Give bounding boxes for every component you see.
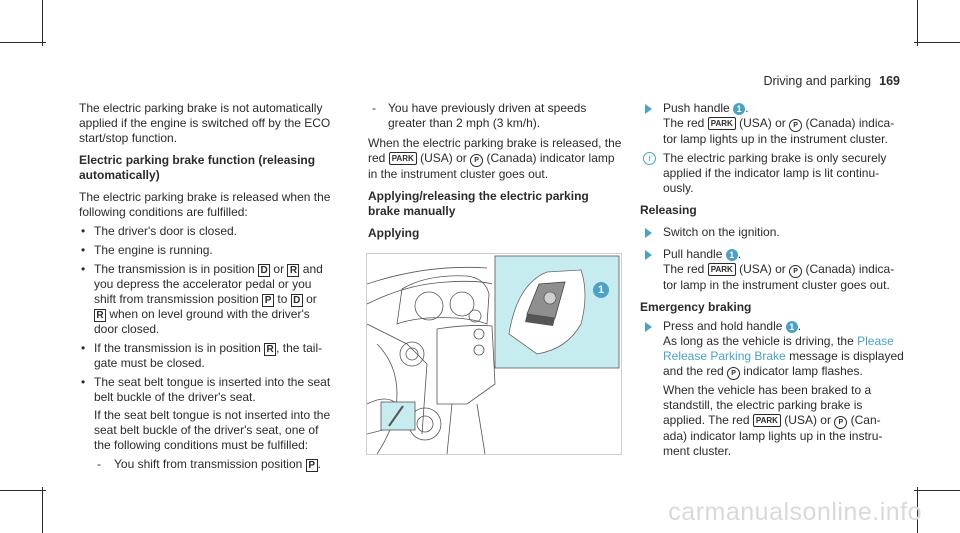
- intro-line: applied if the engine is switched off by the ECO: [79, 116, 331, 130]
- please-release-link[interactable]: Please: [857, 334, 894, 348]
- crop-mark: [917, 0, 918, 46]
- intro-line: start/stop function.: [79, 131, 178, 145]
- section-heading: brake manually: [368, 204, 456, 218]
- info-icon: i: [643, 152, 656, 165]
- subheading: Emergency braking: [640, 300, 752, 314]
- park-symbol-icon: PARK: [708, 117, 736, 130]
- list-item: • If the transmission is in position R , the tail- gate must be closed.: [81, 341, 323, 370]
- dashboard-drawing: [367, 254, 621, 454]
- parking-brake-icon: P: [789, 119, 802, 132]
- crop-mark: [0, 490, 46, 491]
- body-line: in the instrument cluster goes out.: [368, 167, 549, 181]
- gear-d-icon: D: [258, 264, 270, 277]
- subheading: Releasing: [640, 203, 697, 217]
- step-arrow-icon: [645, 250, 652, 260]
- body-line: red PARK (USA) or P (Canada) indicator lamp: [368, 151, 615, 165]
- section-heading: automatically): [79, 168, 160, 182]
- dash-item: - You shift from transmission position P .: [97, 457, 321, 471]
- parking-brake-icon: P: [727, 367, 740, 380]
- list-item: • The transmission is in position D or R and you depress the accelerator pedal or you shift from transmission position P to D or R when on level ground with the driver's door closed.: [81, 262, 323, 336]
- column-3: [640, 101, 910, 459]
- callout-1-badge: 1: [786, 321, 798, 333]
- parking-brake-icon: P: [834, 416, 847, 429]
- step-arrow-icon: [645, 228, 652, 238]
- intro-line: The electric parking brake is not automatically: [79, 101, 323, 115]
- column-2: [368, 101, 628, 241]
- list-item: • The driver's door is closed.: [81, 224, 238, 238]
- lead-line: The electric parking brake is released when the: [79, 190, 331, 204]
- dash-item: - You have previously driven at speeds greater than 2 mph (3 km/h).: [372, 101, 587, 130]
- step-arrow-icon: [645, 104, 652, 114]
- list-item-continuation: If the seat belt tongue is not inserted into the seat belt buckle of the driver's seat, one of the following conditions must be fulfilled:: [94, 408, 331, 452]
- callout-1-badge: 1: [726, 249, 738, 261]
- section-title: Driving and parking: [763, 74, 872, 88]
- release-parking-brake-link[interactable]: Release Parking Brake: [663, 349, 786, 363]
- page-number: 169: [879, 74, 900, 88]
- callout-1-badge: 1: [593, 282, 609, 298]
- subheading: Applying: [368, 226, 420, 240]
- column-1: [79, 101, 354, 472]
- gear-r-icon: R: [264, 343, 276, 356]
- list-item: • The seat belt tongue is inserted into the seat belt buckle of the driver's seat.: [81, 375, 331, 404]
- step-item: Press and hold handle 1 . As long as the vehicle is driving, the Please Release Parking Brake message is displayed and the red P indicator lamp flashes. When the vehicle has been braked to a standstill, the electric parking brake is applied. The red PARK (USA) or P (Can- ada) indicator lamp lights up in the instru- ment cluster.: [640, 319, 910, 459]
- park-symbol-icon: PARK: [753, 414, 781, 427]
- step-item: Pull handle 1 . The red PARK (USA) or P (Canada) indica- tor lamp in the instrument cluster goes out.: [640, 247, 910, 293]
- step-item: Switch on the ignition.: [640, 225, 910, 240]
- page-header: [763, 74, 900, 88]
- crop-mark: [0, 42, 46, 43]
- list-item: • The engine is running.: [81, 243, 213, 257]
- gear-r-icon: R: [94, 309, 106, 322]
- info-note: i The electric parking brake is only securely applied if the indicator lamp is lit continu- ously.: [640, 151, 910, 196]
- step-arrow-icon: [645, 322, 652, 332]
- park-symbol-icon: PARK: [389, 152, 417, 165]
- gear-d-icon: D: [291, 294, 303, 307]
- lead-line: following conditions are fulfilled:: [79, 205, 248, 219]
- step-item: Push handle 1 . The red PARK (USA) or P (Canada) indica- tor lamp lights up in the instrument cluster.: [640, 101, 910, 147]
- parking-brake-icon: P: [470, 154, 483, 167]
- crop-mark: [42, 0, 43, 46]
- section-heading: Applying/releasing the electric parking: [368, 189, 589, 203]
- gear-p-icon: P: [306, 459, 318, 472]
- gear-p-icon: P: [262, 294, 274, 307]
- dashboard-illustration: [366, 253, 622, 455]
- gear-r-icon: R: [287, 264, 299, 277]
- parking-brake-icon: P: [789, 265, 802, 278]
- callout-1-badge: 1: [733, 103, 745, 115]
- crop-mark: [914, 42, 960, 43]
- body-line: When the electric parking brake is released, the: [368, 136, 622, 150]
- crop-mark: [42, 487, 43, 533]
- crop-mark: [914, 490, 960, 491]
- section-heading: Electric parking brake function (releasing: [79, 153, 316, 167]
- park-symbol-icon: PARK: [708, 263, 736, 276]
- watermark: carmanualsonline.info: [668, 498, 922, 526]
